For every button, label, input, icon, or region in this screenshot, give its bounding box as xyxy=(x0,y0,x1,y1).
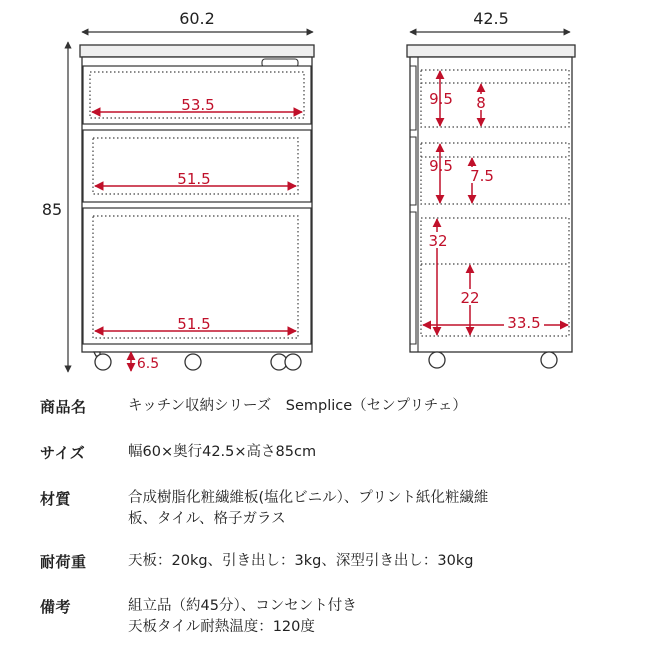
side-depth-label: 42.5 xyxy=(473,9,509,28)
drawer-1-inner-height-label: 8 xyxy=(476,94,486,112)
side-top-board xyxy=(407,45,575,57)
spec-label: 備考 xyxy=(40,598,72,616)
spec-value xyxy=(128,551,598,572)
drawer-1-front xyxy=(83,66,311,124)
drawer-2-front xyxy=(83,130,311,202)
spec-value xyxy=(128,396,598,417)
cabinet-inner-height-label: 22 xyxy=(460,289,480,307)
spec-label: 耐荷重 xyxy=(40,553,87,571)
spec-value xyxy=(128,488,598,530)
drawer-1-height-label: 9.5 xyxy=(429,90,453,108)
front-width-label: 60.2 xyxy=(179,9,215,28)
drawer-2-height-label: 9.5 xyxy=(429,157,453,175)
side-view xyxy=(407,9,575,368)
spec-label: サイズ xyxy=(40,444,86,462)
spec-value xyxy=(128,596,598,638)
spec-value-line: 幅60×奥行42.5×高さ85cm xyxy=(128,444,317,460)
cabinet-width-label: 51.5 xyxy=(177,315,211,333)
drawer-1-width-label: 53.5 xyxy=(181,96,215,114)
spec-value-line: 合成樹脂化粧繊維板(塩化ビニル）、プリント紙化粧繊維 xyxy=(128,490,489,506)
front-view xyxy=(42,9,314,372)
side-casters xyxy=(429,352,557,368)
spec-label: 商品名 xyxy=(40,398,87,416)
front-top-board xyxy=(80,45,314,57)
drawer-2-width-label: 51.5 xyxy=(177,170,211,188)
spec-value-line: 天板タイル耐熱温度：120度 xyxy=(128,619,315,635)
height-label: 85 xyxy=(41,200,63,219)
side-inner-depth-label: 33.5 xyxy=(507,314,541,332)
spec-value-line: キッチン収納シリーズ Semplice（センプリチェ） xyxy=(128,398,467,414)
spec-label: 材質 xyxy=(40,490,72,508)
spec-value-line: 板、タイル、格子ガラス xyxy=(128,511,286,527)
spec-value-line: 天板：20kg、引き出し：3kg、深型引き出し：30kg xyxy=(128,553,474,569)
drawer-2-inner-height-label: 7.5 xyxy=(470,167,494,185)
caster-height-label: 6.5 xyxy=(136,356,160,372)
front-casters xyxy=(94,352,301,370)
spec-value xyxy=(128,442,598,463)
spec-value-line: 組立品（約45分）、コンセント付き xyxy=(128,598,357,614)
cabinet-height-label: 32 xyxy=(428,232,448,250)
